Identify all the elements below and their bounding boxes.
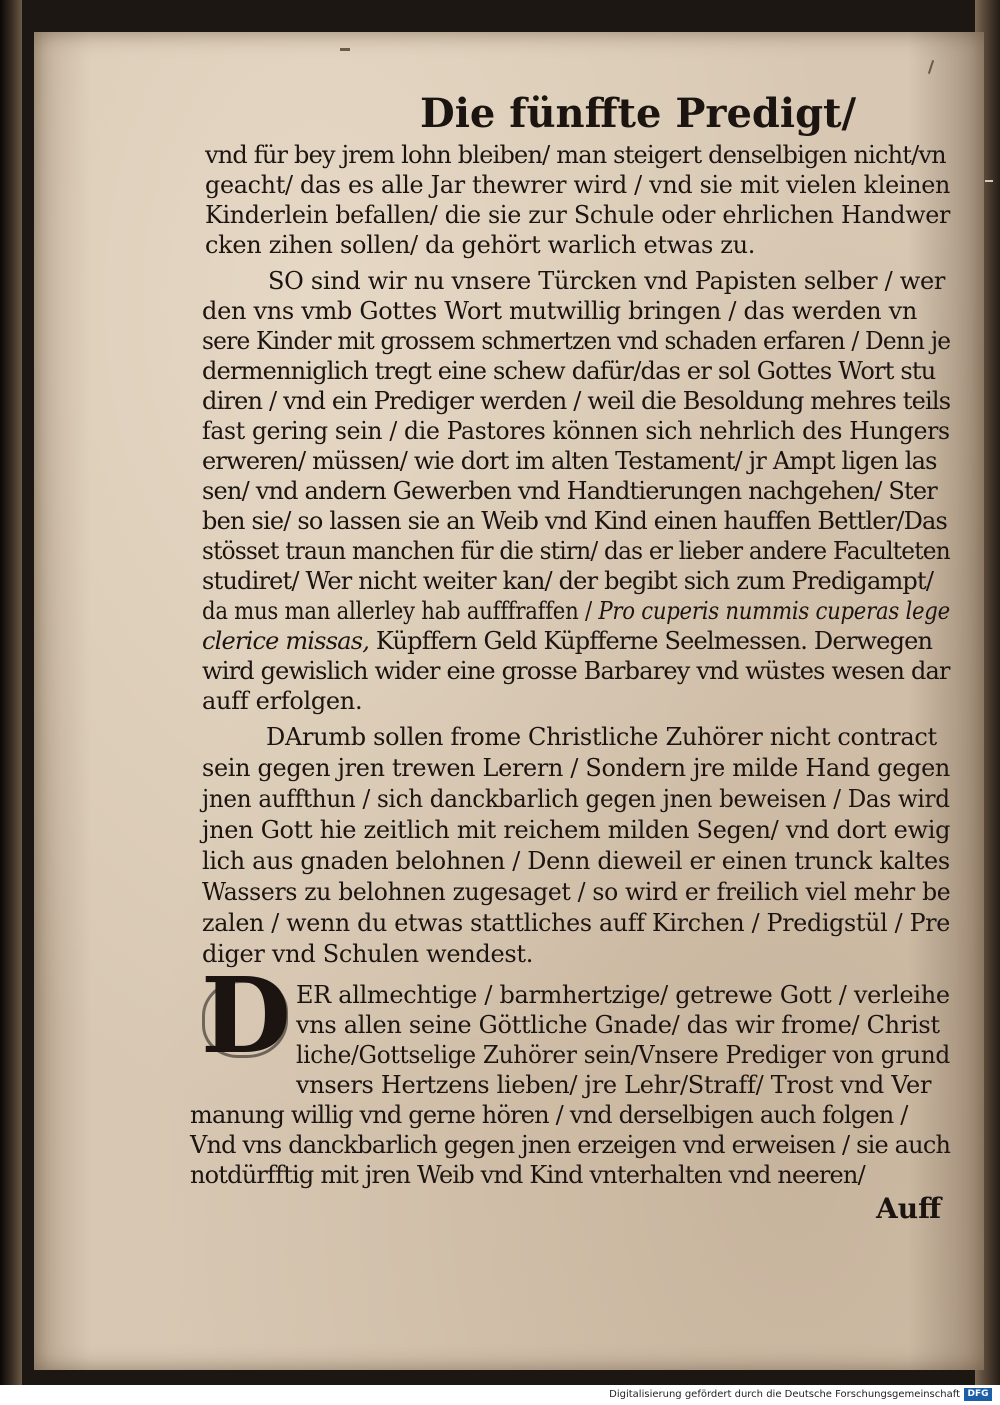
text-line: stösset traun manchen für die stirn/ das er lieber andere Faculteten [202,537,950,565]
text-line: diger vnd Schulen wendest. [202,940,534,968]
catchword: Auff [876,1192,942,1225]
text-line: wird gewislich wider eine grosse Barbarey vnd wüstes wesen dar [202,657,950,685]
running-header: Die fünffte Predigt/ [420,90,857,137]
text-line: Kinderlein befallen/ die sie zur Schule oder ehrlichen Handwer [205,201,951,229]
text-line: vnd für bey jrem lohn bleiben/ man steigert denselbigen nicht/vn [205,141,946,169]
text-line: DArumb sollen frome Christliche Zuhörer nicht contract [266,723,937,751]
text-fragment: Küpffern Geld Küpfferne Seelmessen. Derwegen [375,627,933,655]
text-line: zalen / wenn du etwas stattliches auff Kirchen / Predigstül / Pre [202,909,951,937]
text-line: geacht/ das es alle Jar thewrer wird / vnd sie mit vielen kleinen [205,171,951,199]
footer-bar [0,1385,1000,1405]
text-line: SO sind wir nu vnsere Türcken vnd Papisten selber / wer [268,267,946,295]
ink-mark [340,48,350,51]
footer-credit: Digitalisierung gefördert durch die Deutsche Forschungsgemeinschaft [609,1389,960,1400]
text-line: notdürfftig mit jren Weib vnd Kind vnterhalten vnd neeren/ [190,1161,865,1189]
text-line: jnen Gott hie zeitlich mit reichem milden Segen/ vnd dort ewig [202,816,951,844]
text-line: dermenniglich tregt eine schew dafür/das er sol Gottes Wort stu [202,357,936,385]
latin-quote: clerice missas, [202,627,370,655]
latin-quote: Pro cuperis nummis cuperas lege [598,597,950,625]
text-line: erweren/ müssen/ wie dort im alten Testament/ jr Ampt ligen las [202,447,937,475]
text-line: lich aus gnaden belohnen / Denn dieweil er einen trunck kaltes [202,847,950,875]
book-spine-edge [0,0,22,1385]
text-line: diren / vnd ein Prediger werden / weil die Besoldung mehres teils [202,387,951,415]
text-line: auff erfolgen. [202,687,363,715]
text-line: vnsers Hertzens lieben/ jre Lehr/Straff/ Trost vnd Ver [296,1071,932,1099]
text-line: vns allen seine Göttliche Gnade/ das wir frome/ Christ [296,1011,940,1039]
text-line: manung willig vnd gerne hören / vnd derselbigen auch folgen / [190,1101,908,1129]
text-line: studiret/ Wer nicht weiter kan/ der begibt sich zum Predigampt/ [202,567,934,595]
text-line [202,626,932,656]
edge-mark [985,180,993,182]
dfg-logo: DFG [964,1388,992,1401]
text-line: liche/Gottselige Zuhörer sein/Vnsere Prediger von grund [296,1041,950,1069]
text-line: ER allmechtige / barmhertzige/ getrewe Gott / verleihe [296,981,950,1009]
text-line: ben sie/ so lassen sie an Weib vnd Kind einen hauffen Bettler/Das [202,507,948,535]
text-line: sein gegen jren trewen Lerern / Sondern jre milde Hand gegen [202,754,950,782]
text-line [202,596,950,626]
decorated-initial: D [196,966,296,1066]
text-line: Wassers zu belohnen zugesaget / so wird er freilich viel mehr be [202,878,951,906]
text-line: jnen auffthun / sich danckbarlich gegen jnen beweisen / Das wird [202,785,950,813]
text-line: sere Kinder mit grossem schmertzen vnd schaden erfaren / Denn je [202,327,951,355]
text-line: fast gering sein / die Pastores können sich nehrlich des Hungers [202,417,950,445]
text-line: Vnd vns danckbarlich gegen jnen erzeigen vnd erweisen / sie auch [190,1131,951,1159]
text-line: cken zihen sollen/ da gehört warlich etwas zu. [205,231,756,259]
text-fragment: da mus man allerley hab aufffraffen / [202,597,592,625]
text-line: den vns vmb Gottes Wort mutwillig bringen / das werden vn [202,297,918,325]
text-line: sen/ vnd andern Gewerben vnd Handtierungen nachgehen/ Ster [202,477,937,505]
